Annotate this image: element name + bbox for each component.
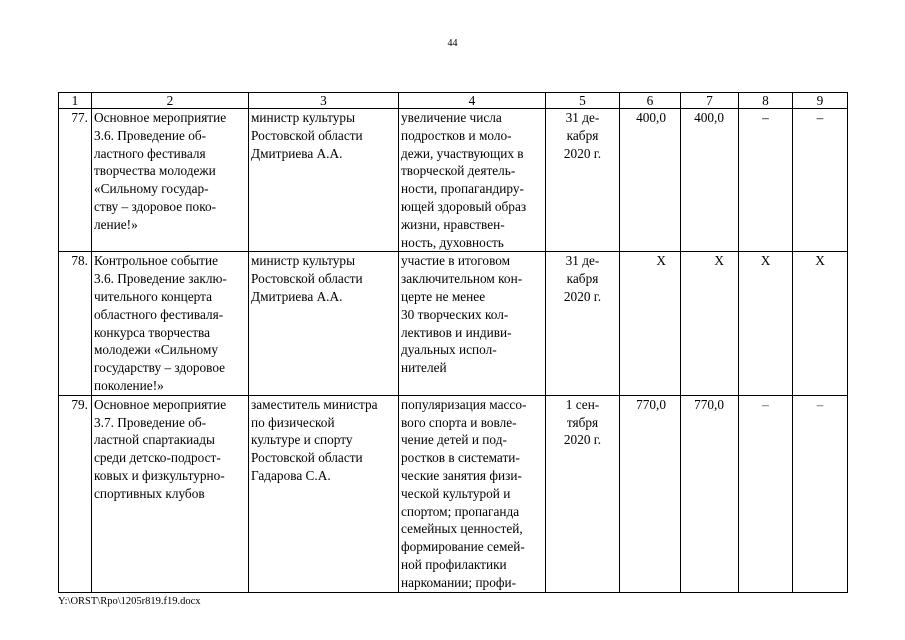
cell-text-line: областного фестиваля-	[94, 306, 224, 322]
header-cell: 2	[92, 93, 249, 109]
activity-name	[92, 252, 249, 395]
cell-text-line: 31 де-	[565, 110, 600, 125]
table-row	[59, 252, 848, 395]
table-row	[59, 109, 848, 252]
cell-text-line: 2020 г.	[563, 145, 602, 161]
responsible-person	[249, 252, 399, 395]
cell-text-line: участие в итоговом	[401, 253, 511, 269]
cell-text-line: Основное мероприятие	[94, 110, 227, 125]
deadline	[546, 252, 620, 395]
value-col8: X	[739, 252, 793, 395]
value-col6: 770,0	[620, 395, 681, 592]
cell-text-line: подростков и моло-	[401, 127, 512, 143]
cell-text-line: чение детей и под-	[401, 432, 507, 448]
cell-text-line: ластного фестиваля	[94, 145, 206, 161]
cell-text-line: заместитель министра	[251, 396, 378, 412]
cell-text-line: лективов и индиви-	[401, 324, 512, 340]
value-col7: X	[681, 252, 739, 395]
header-cell: 3	[249, 93, 399, 109]
cell-text-line: творческой деятель-	[401, 163, 516, 179]
deadline	[546, 395, 620, 592]
cell-text-line: министр культуры	[251, 253, 356, 269]
header-cell: 7	[681, 93, 739, 109]
value-col9: X	[793, 252, 848, 395]
header-cell: 8	[739, 93, 793, 109]
cell-text-line: вого спорта и вовле-	[401, 414, 517, 430]
cell-text-line: конкурса творчества	[94, 324, 211, 340]
cell-text-line: жизни, нравствен-	[401, 216, 505, 232]
deadline	[546, 109, 620, 252]
header-cell: 5	[546, 93, 620, 109]
table-row	[59, 395, 848, 592]
cell-text-line: среди детско-подрост-	[94, 450, 221, 466]
cell-text-line: творчества молодежи	[94, 163, 216, 179]
cell-text-line: министр культуры	[251, 110, 356, 125]
cell-text-line: ность, духовность	[401, 234, 504, 250]
cell-text-line: 3.7. Проведение об-	[94, 414, 207, 430]
cell-text-line: Дмитриева А.А.	[251, 288, 343, 304]
cell-text-line: Ростовской области	[251, 271, 363, 287]
activity-table	[58, 92, 848, 593]
cell-text-line: государству – здоровое	[94, 360, 226, 376]
cell-text-line: культуре и спорту	[251, 432, 353, 448]
header-cell: 1	[59, 93, 92, 109]
cell-text-line: ковых и физкультурно-	[94, 467, 225, 483]
cell-text-line: по физической	[251, 414, 335, 430]
cell-text-line: Дмитриева А.А.	[251, 145, 343, 161]
row-number: 77.	[59, 109, 92, 252]
cell-text-line: 3.6. Проведение об-	[94, 127, 207, 143]
cell-text-line: семейных ценностей,	[401, 521, 523, 537]
cell-text-line: 2020 г.	[563, 288, 602, 304]
cell-text-line: «Сильному государ-	[94, 181, 209, 197]
cell-text-line: 1 сен-	[565, 396, 600, 412]
cell-text-line: тября	[566, 414, 599, 430]
cell-text-line: ческие занятия физи-	[401, 467, 522, 483]
cell-text-line: формирование семей-	[401, 539, 525, 555]
value-col9: –	[793, 109, 848, 252]
row-number: 79.	[59, 395, 92, 592]
value-col8: –	[739, 395, 793, 592]
activity-name	[92, 395, 249, 592]
cell-text-line: дежи, участвующих в	[401, 145, 524, 161]
cell-text-line: наркомании; профи-	[401, 574, 517, 590]
expected-result	[399, 252, 546, 395]
value-col7: 770,0	[681, 395, 739, 592]
cell-text-line: нителей	[401, 360, 447, 376]
cell-text-line: Гадарова С.А.	[251, 467, 331, 483]
cell-text-line: ластной спартакиады	[94, 432, 215, 448]
cell-text-line: Основное мероприятие	[94, 396, 227, 412]
cell-text-line: поколение!»	[94, 377, 164, 393]
cell-text-line: 2020 г.	[563, 432, 602, 448]
cell-text-line: Ростовской области	[251, 127, 363, 143]
page-number: 44	[447, 38, 458, 49]
cell-text-line: ной профилактики	[401, 556, 507, 572]
expected-result	[399, 395, 546, 592]
cell-text-line: спортом; пропаганда	[401, 503, 520, 519]
cell-text-line: церте не менее	[401, 288, 486, 304]
cell-text-line: Контрольное событие	[94, 253, 218, 269]
header-cell: 6	[620, 93, 681, 109]
responsible-person	[249, 109, 399, 252]
cell-text-line: заключительном кон-	[401, 271, 523, 287]
cell-text-line: спортивных клубов	[94, 485, 205, 501]
table-header-row	[59, 93, 848, 109]
header-cell: 9	[793, 93, 848, 109]
activity-name	[92, 109, 249, 252]
cell-text-line: дуальных испол-	[401, 342, 497, 358]
cell-text-line: ческой культурой и	[401, 485, 511, 501]
file-path-footer: Y:\ORST\Rpo\1205r819.f19.docx	[58, 596, 201, 607]
value-col6: X	[620, 252, 681, 395]
cell-text-line: 3.6. Проведение заклю-	[94, 271, 227, 287]
cell-text-line: 31 де-	[565, 253, 600, 269]
value-col6: 400,0	[620, 109, 681, 252]
cell-text-line: молодежи «Сильному	[94, 342, 218, 358]
value-col8: –	[739, 109, 793, 252]
responsible-person	[249, 395, 399, 592]
header-cell: 4	[399, 93, 546, 109]
cell-text-line: ности, пропагандиру-	[401, 181, 524, 197]
cell-text-line: популяризация массо-	[401, 396, 527, 412]
cell-text-line: Ростовской области	[251, 450, 363, 466]
cell-text-line: ление!»	[94, 216, 138, 232]
cell-text-line: увеличение числа	[401, 110, 502, 125]
value-col7: 400,0	[681, 109, 739, 252]
value-col9: –	[793, 395, 848, 592]
cell-text-line: кабря	[566, 271, 599, 287]
cell-text-line: ростков в системати-	[401, 450, 520, 466]
cell-text-line: ству – здоровое поко-	[94, 198, 217, 214]
expected-result	[399, 109, 546, 252]
cell-text-line: чительного концерта	[94, 288, 212, 304]
cell-text-line: 30 творческих кол-	[401, 306, 509, 322]
cell-text-line: кабря	[566, 127, 599, 143]
cell-text-line: ющей здоровый образ	[401, 198, 527, 214]
row-number: 78.	[59, 252, 92, 395]
